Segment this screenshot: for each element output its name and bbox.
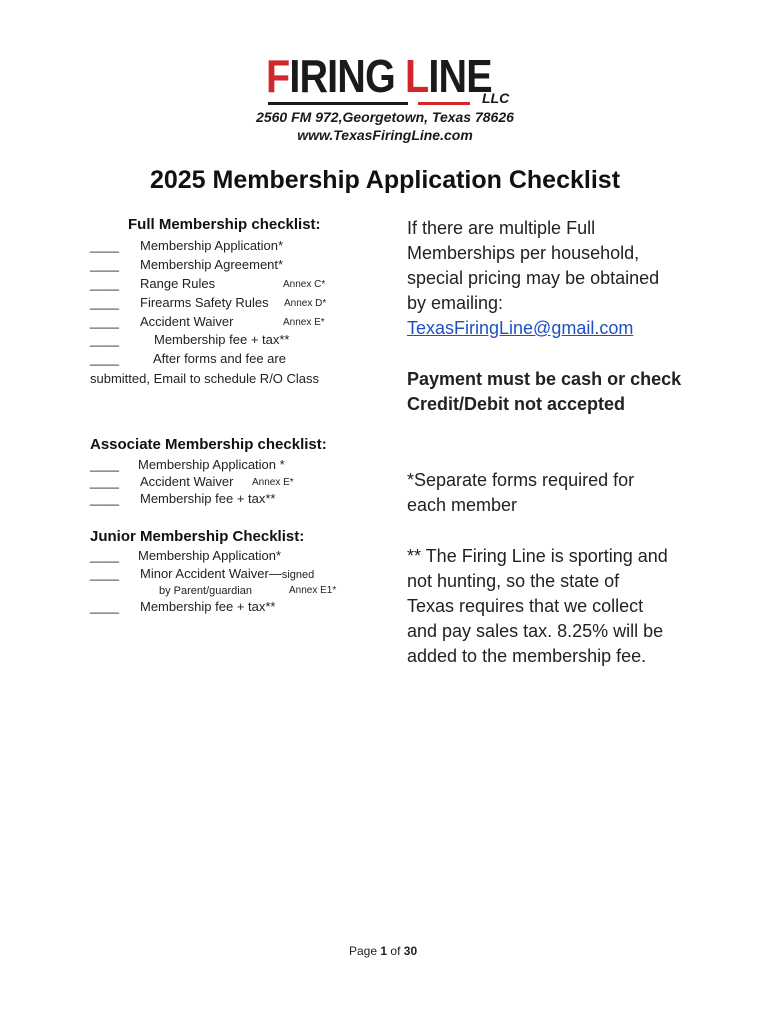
separate-line-2: each member	[407, 495, 518, 515]
associate-item-2-annex: Annex E*	[252, 477, 294, 488]
associate-item-3-label: Membership fee + tax**	[140, 491, 276, 506]
junior-item-1-blank: ____	[90, 548, 119, 563]
junior-membership-heading: Junior Membership Checklist:	[90, 528, 305, 545]
full-item-7-blank: ____	[90, 351, 119, 366]
junior-item-2-label-text: Minor Accident Waiver—	[140, 566, 282, 581]
multi-line-4: by emailing:	[407, 293, 504, 313]
separate-line-1: *Separate forms required for	[407, 470, 635, 490]
full-item-1-blank: ____	[90, 238, 119, 253]
full-item-5-blank: ____	[90, 314, 119, 329]
tax-line-2: not hunting, so the state of	[407, 571, 620, 591]
payment-line-2: Credit/Debit not accepted	[407, 394, 626, 414]
associate-membership-heading: Associate Membership checklist:	[90, 436, 327, 453]
full-item-7-continuation: submitted, Email to schedule R/O Class	[90, 371, 320, 386]
page-total: 30	[403, 944, 418, 958]
tax-line-1: ** The Firing Line is sporting and	[407, 546, 668, 566]
page-current: 1	[380, 944, 388, 958]
full-item-5-annex: Annex E*	[283, 317, 325, 328]
logo-letter-f: F	[266, 50, 290, 102]
full-item-4-blank: ____	[90, 295, 119, 310]
junior-item-4-blank: ____	[90, 599, 119, 614]
page-word: Page	[349, 944, 378, 958]
page-number	[349, 944, 417, 958]
logo-letter-l: L	[405, 50, 429, 102]
email-link[interactable]: TexasFiringLine@gmail.com	[407, 318, 634, 338]
logo-underline-left	[268, 102, 408, 105]
full-item-6-blank: ____	[90, 332, 119, 347]
associate-item-2-blank: ____	[90, 474, 119, 489]
full-item-3-label: Range Rules	[140, 276, 216, 291]
associate-item-3-blank: ____	[90, 491, 119, 506]
of-word: of	[390, 944, 401, 958]
full-item-6-label: Membership fee + tax**	[154, 332, 290, 347]
multiple-membership-note	[407, 216, 697, 341]
full-item-2-label: Membership Agreement*	[140, 257, 284, 272]
full-item-1-label: Membership Application*	[140, 238, 284, 253]
full-item-4-label: Firearms Safety Rules	[140, 295, 269, 310]
junior-item-2-blank: ____	[90, 566, 119, 581]
logo-underline-right	[418, 102, 470, 105]
junior-item-3-annex: Annex E1*	[289, 585, 337, 596]
logo-word-ine: INE	[428, 50, 492, 102]
address-line: 2560 FM 972,Georgetown, Texas 78626	[256, 109, 514, 125]
junior-item-2-label	[140, 566, 314, 581]
associate-item-1-blank: ____	[90, 457, 119, 472]
logo-wordmark	[266, 52, 492, 100]
junior-item-1-label: Membership Application*	[138, 548, 282, 563]
full-item-4-annex: Annex D*	[284, 298, 327, 309]
separate-forms-note	[407, 468, 697, 518]
full-item-3-blank: ____	[90, 276, 119, 291]
multi-line-3: special pricing may be obtained	[407, 268, 660, 288]
full-membership-heading: Full Membership checklist:	[128, 216, 321, 233]
firing-line-logo	[266, 52, 516, 108]
junior-item-4-label: Membership fee + tax**	[140, 599, 276, 614]
associate-item-2-label: Accident Waiver	[140, 474, 234, 489]
full-item-7-label: After forms and fee are	[153, 351, 286, 366]
junior-item-3-label: by Parent/guardian	[159, 585, 252, 597]
logo-llc: LLC	[482, 90, 510, 106]
multi-line-2: Memberships per household,	[407, 243, 640, 263]
payment-line-1: Payment must be cash or check	[407, 369, 682, 389]
sales-tax-note	[407, 544, 697, 669]
full-item-3-annex: Annex C*	[283, 279, 326, 290]
tax-line-4: and pay sales tax. 8.25% will be	[407, 621, 664, 641]
website-line: www.TexasFiringLine.com	[297, 127, 473, 143]
full-item-5-label: Accident Waiver	[140, 314, 234, 329]
tax-line-5: added to the membership fee.	[407, 646, 647, 666]
tax-line-3: Texas requires that we collect	[407, 596, 644, 616]
full-item-2-blank: ____	[90, 257, 119, 272]
page-title: 2025 Membership Application Checklist	[149, 166, 621, 194]
associate-item-1-label: Membership Application *	[138, 457, 285, 472]
junior-item-2-suffix: signed	[281, 569, 315, 581]
multi-line-1: If there are multiple Full	[407, 218, 596, 238]
payment-note	[407, 367, 697, 417]
logo-word-iring: IRING	[289, 50, 395, 102]
